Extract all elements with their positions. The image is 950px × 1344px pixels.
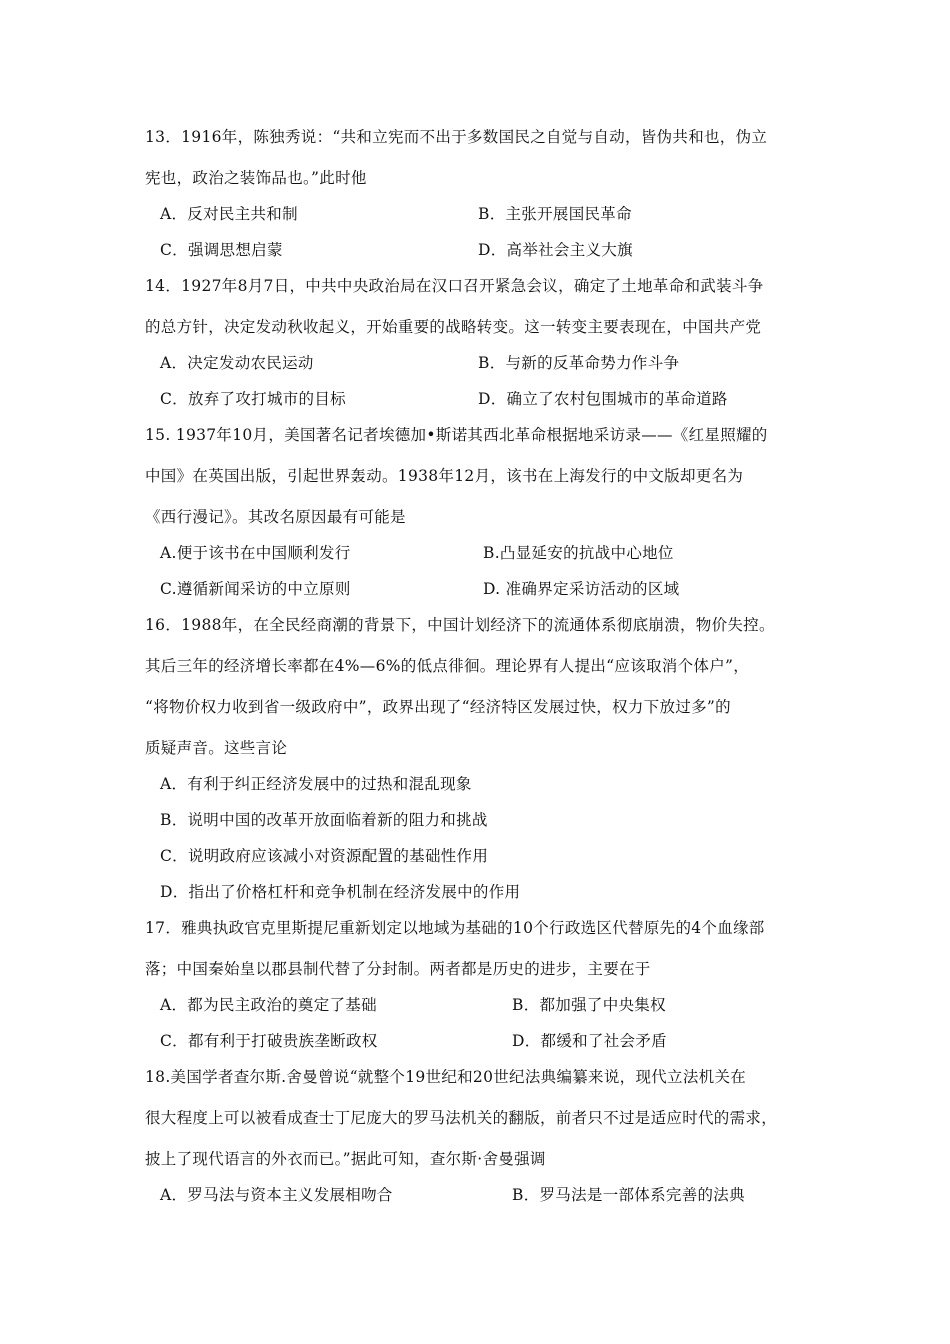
q18-stem-line-2: 很大程度上可以被看成查士丁尼庞大的罗马法机关的翻版，前者只不过是适应时代的需求， bbox=[145, 1109, 778, 1127]
q16-option-b: B．说明中国的改革开放面临着新的阻力和挑战 bbox=[160, 811, 488, 829]
q15-stem-line-1: 15. 1937年10月，美国著名记者埃德加•斯诺其西北革命根据地采访录——《红星照耀的 bbox=[145, 426, 768, 444]
q16-stem-line-4: 质疑声音。这些言论 bbox=[145, 739, 288, 757]
q13-stem-line-2: 宪也，政治之装饰品也。”此时他 bbox=[145, 169, 367, 187]
q17-option-c: C．都有利于打破贵族垄断政权 bbox=[160, 1032, 378, 1050]
q18-stem-line-1: 18.美国学者查尔斯.舍曼曾说“就整个19世纪和20世纪法典编纂来说，现代立法机关在 bbox=[145, 1068, 747, 1086]
q13-option-c: C．强调思想启蒙 bbox=[160, 241, 283, 259]
q16-stem-line-2: 其后三年的经济增长率都在4%—6%的低点徘徊。理论界有人提出“应该取消个体户”， bbox=[145, 657, 750, 675]
q18-stem-line-3: 披上了现代语言的外衣而已。”据此可知，查尔斯·舍曼强调 bbox=[145, 1150, 546, 1168]
q14-option-d: D．确立了农村包围城市的革命道路 bbox=[478, 390, 728, 408]
q15-stem-line-2: 中国》在英国出版，引起世界轰动。1938年12月，该书在上海发行的中文版却更名为 bbox=[145, 467, 744, 485]
q17-stem-line-2: 落；中国秦始皇以郡县制代替了分封制。两者都是历史的进步，主要在于 bbox=[145, 960, 651, 978]
q13-stem-line-1: 13．1916年，陈独秀说：“共和立宪而不出于多数国民之自觉与自动，皆伪共和也，伪立 bbox=[145, 128, 768, 146]
q17-stem-line-1: 17．雅典执政官克里斯提尼重新划定以地域为基础的10个行政选区代替原先的4个血缘部 bbox=[145, 919, 765, 937]
q18-option-b: B．罗马法是一部体系完善的法典 bbox=[512, 1186, 745, 1204]
q13-option-a: A．反对民主共和制 bbox=[160, 205, 298, 223]
q15-option-b: B.凸显延安的抗战中心地位 bbox=[483, 544, 674, 562]
q14-option-b: B．与新的反革命势力作斗争 bbox=[478, 354, 680, 372]
q16-option-a: A．有利于纠正经济发展中的过热和混乱现象 bbox=[160, 775, 472, 793]
q15-option-d: D. 准确界定采访活动的区域 bbox=[483, 580, 680, 598]
q13-option-b: B．主张开展国民革命 bbox=[478, 205, 632, 223]
q18-option-a: A．罗马法与资本主义发展相吻合 bbox=[160, 1186, 393, 1204]
q14-option-c: C．放弃了攻打城市的目标 bbox=[160, 390, 346, 408]
q15-option-c: C.遵循新闻采访的中立原则 bbox=[160, 580, 351, 598]
q16-stem-line-3: “将物价权力收到省一级政府中”，政界出现了“经济特区发展过快，权力下放过多”的 bbox=[145, 698, 731, 716]
q15-stem-line-3: 《西行漫记》。其改名原因最有可能是 bbox=[145, 508, 406, 526]
q16-option-d: D．指出了价格杠杆和竞争机制在经济发展中的作用 bbox=[160, 883, 521, 901]
q16-option-c: C．说明政府应该减小对资源配置的基础性作用 bbox=[160, 847, 489, 865]
q17-option-a: A．都为民主政治的奠定了基础 bbox=[160, 996, 377, 1014]
q14-stem-line-2: 的总方针，决定发动秋收起义，开始重要的战略转变。这一转变主要表现在，中国共产党 bbox=[145, 318, 762, 336]
q17-option-b: B．都加强了中央集权 bbox=[512, 996, 666, 1014]
q15-option-a: A.便于该书在中国顺利发行 bbox=[160, 544, 351, 562]
q17-option-d: D．都缓和了社会矛盾 bbox=[512, 1032, 667, 1050]
q14-stem-line-1: 14．1927年8月7日，中共中央政治局在汉口召开紧急会议，确定了土地革命和武装斗争 bbox=[145, 277, 764, 295]
q13-option-d: D．高举社会主义大旗 bbox=[478, 241, 633, 259]
q16-stem-line-1: 16．1988年，在全民经商潮的背景下，中国计划经济下的流通体系彻底崩溃，物价失控。 bbox=[145, 616, 775, 634]
q14-option-a: A．决定发动农民运动 bbox=[160, 354, 314, 372]
